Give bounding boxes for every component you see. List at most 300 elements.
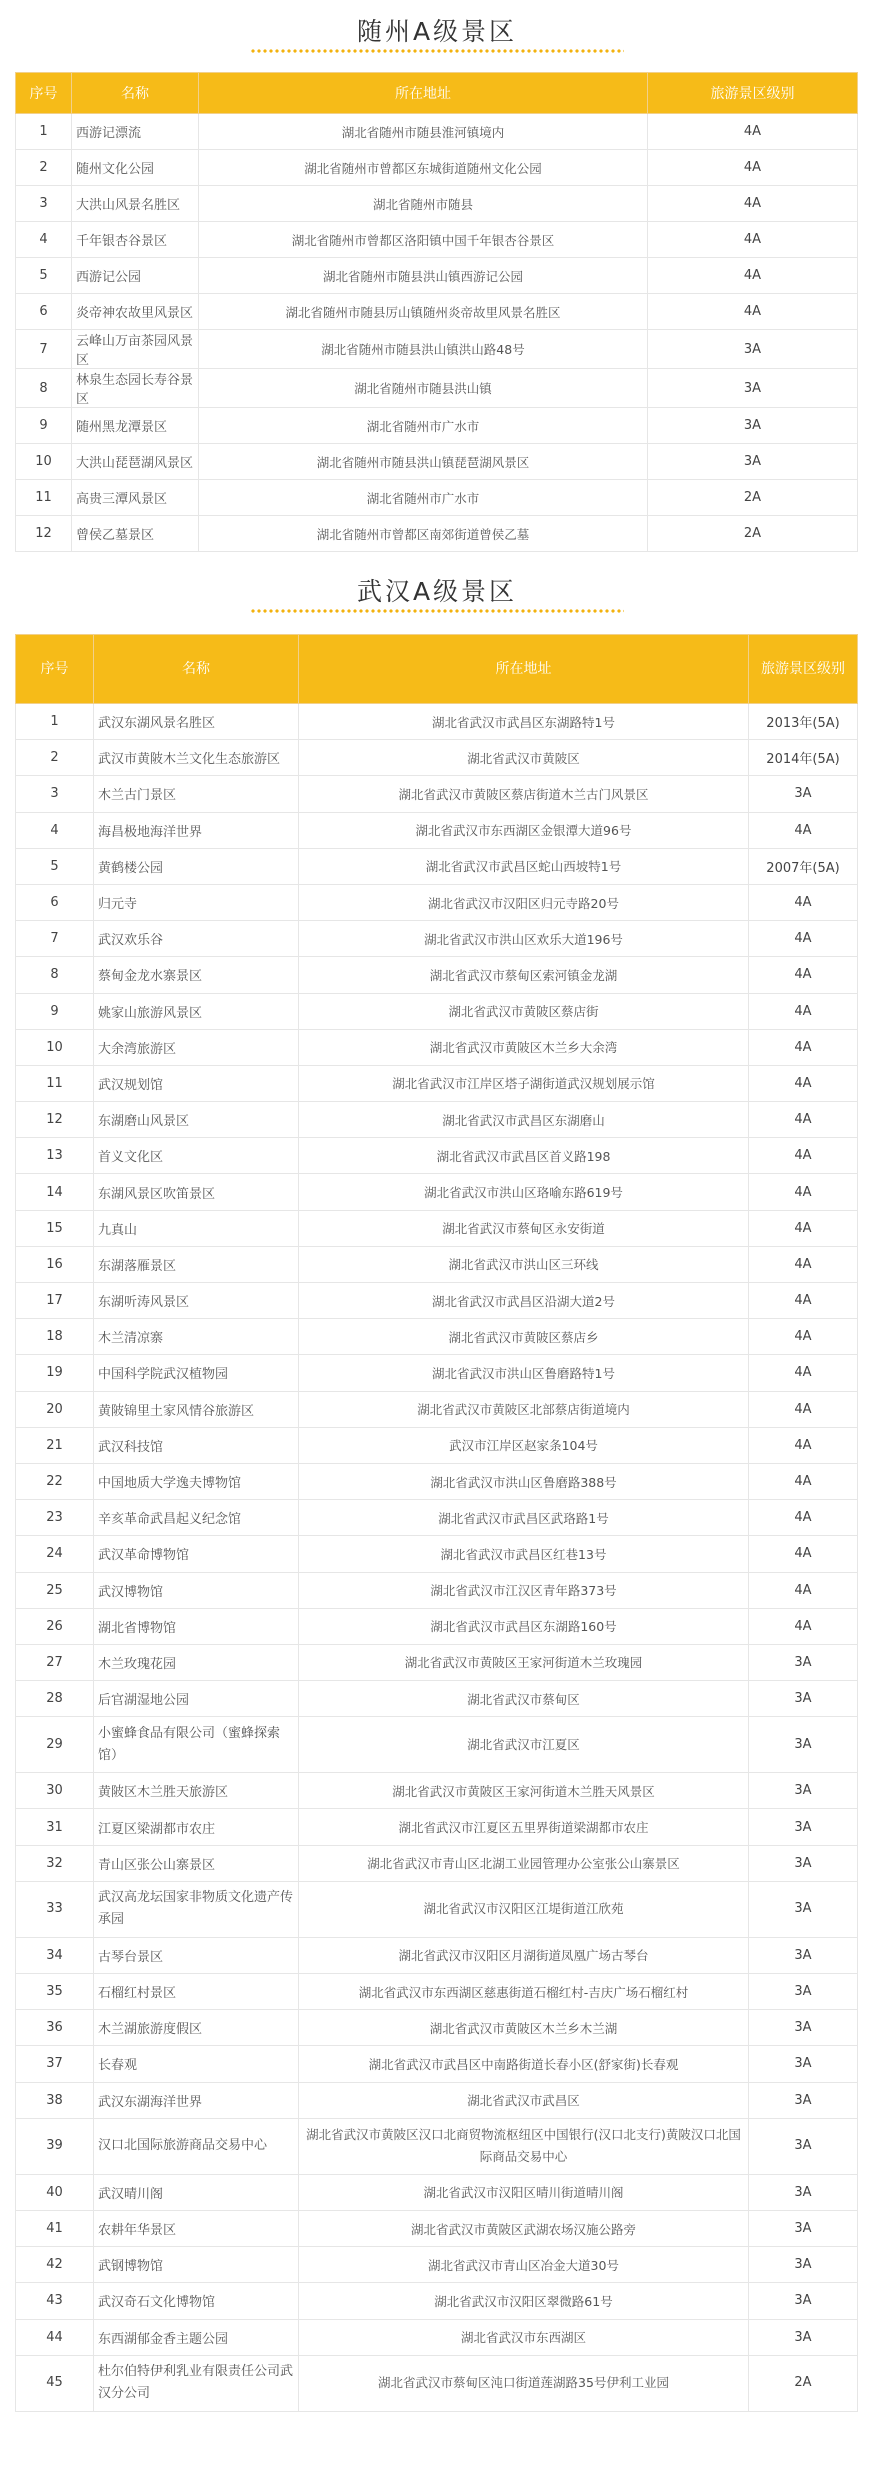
cell-name: 古琴台景区 xyxy=(94,1937,299,1973)
cell-name: 杜尔伯特伊利乳业有限责任公司武汉分公司 xyxy=(94,2355,299,2411)
cell-index: 38 xyxy=(16,2082,94,2118)
cell-address: 湖北省武汉市黄陂区王家河街道木兰胜天风景区 xyxy=(299,1773,749,1809)
cell-name: 大洪山风景名胜区 xyxy=(72,186,199,222)
table-row xyxy=(16,1138,858,1174)
cell-index: 31 xyxy=(16,1809,94,1845)
cell-address: 湖北省武汉市汉阳区翠微路61号 xyxy=(299,2283,749,2319)
cell-address: 湖北省武汉市东西湖区 xyxy=(299,2319,749,2355)
cell-index: 9 xyxy=(16,993,94,1029)
cell-address: 湖北省武汉市江夏区 xyxy=(299,1717,749,1773)
cell-address: 湖北省武汉市武昌区 xyxy=(299,2082,749,2118)
cell-grade: 4A xyxy=(749,1500,858,1536)
table-row xyxy=(16,1974,858,2010)
cell-address: 湖北省武汉市汉阳区月湖街道凤凰广场古琴台 xyxy=(299,1937,749,1973)
cell-address: 湖北省武汉市江汉区青年路373号 xyxy=(299,1572,749,1608)
cell-name: 西游记公园 xyxy=(72,258,199,294)
wuhan-table xyxy=(15,634,858,2412)
table-row xyxy=(16,776,858,812)
cell-grade: 3A xyxy=(749,2210,858,2246)
cell-name: 九真山 xyxy=(94,1210,299,1246)
cell-grade: 3A xyxy=(749,2010,858,2046)
cell-grade: 4A xyxy=(648,222,858,258)
cell-index: 27 xyxy=(16,1644,94,1680)
cell-index: 1 xyxy=(16,704,94,740)
cell-name: 木兰湖旅游度假区 xyxy=(94,2010,299,2046)
table-row xyxy=(16,1065,858,1101)
cell-index: 33 xyxy=(16,1881,94,1937)
table-row xyxy=(16,2010,858,2046)
cell-name: 武汉高龙坛国家非物质文化遗产传承园 xyxy=(94,1881,299,1937)
cell-index: 5 xyxy=(16,848,94,884)
table-row xyxy=(16,1881,858,1937)
table-row xyxy=(16,2283,858,2319)
table-row xyxy=(16,1809,858,1845)
table-row xyxy=(16,1174,858,1210)
cell-address: 湖北省武汉市黄陂区蔡店街道木兰古门风景区 xyxy=(299,776,749,812)
cell-address: 湖北省武汉市黄陂区蔡店乡 xyxy=(299,1319,749,1355)
cell-grade: 3A xyxy=(749,2118,858,2174)
cell-index: 29 xyxy=(16,1717,94,1773)
cell-address: 湖北省随州市随县洪山镇琵琶湖风景区 xyxy=(199,444,648,480)
cell-name: 东湖风景区吹笛景区 xyxy=(94,1174,299,1210)
cell-grade: 3A xyxy=(749,2082,858,2118)
cell-index: 8 xyxy=(16,369,72,408)
table-row xyxy=(16,1355,858,1391)
cell-name: 东湖听涛风景区 xyxy=(94,1283,299,1319)
table-row xyxy=(16,884,858,920)
table-row xyxy=(16,516,858,552)
cell-index: 22 xyxy=(16,1463,94,1499)
table-row xyxy=(16,921,858,957)
cell-grade: 4A xyxy=(749,1102,858,1138)
cell-address: 湖北省武汉市江夏区五里界街道梁湖都市农庄 xyxy=(299,1809,749,1845)
cell-name: 大洪山琵琶湖风景区 xyxy=(72,444,199,480)
suizhou-table xyxy=(15,72,858,552)
cell-name: 千年银杏谷景区 xyxy=(72,222,199,258)
cell-address: 湖北省武汉市洪山区鲁磨路特1号 xyxy=(299,1355,749,1391)
cell-name: 武汉奇石文化博物馆 xyxy=(94,2283,299,2319)
cell-name: 青山区张公山寨景区 xyxy=(94,1845,299,1881)
table-row xyxy=(16,480,858,516)
cell-address: 湖北省武汉市洪山区欢乐大道196号 xyxy=(299,921,749,957)
cell-address: 湖北省武汉市黄陂区王家河街道木兰玫瑰园 xyxy=(299,1644,749,1680)
table-row xyxy=(16,369,858,408)
cell-address: 湖北省武汉市蔡甸区索河镇金龙湖 xyxy=(299,957,749,993)
table-row xyxy=(16,2355,858,2411)
cell-index: 36 xyxy=(16,2010,94,2046)
cell-grade: 3A xyxy=(749,1845,858,1881)
cell-index: 4 xyxy=(16,222,72,258)
cell-index: 37 xyxy=(16,2046,94,2082)
table-row xyxy=(16,114,858,150)
cell-address: 湖北省武汉市武昌区东湖磨山 xyxy=(299,1102,749,1138)
cell-name: 黄陂锦里土家风情谷旅游区 xyxy=(94,1391,299,1427)
cell-grade: 2A xyxy=(648,480,858,516)
suizhou-title: 随州A级景区 xyxy=(356,17,518,46)
cell-grade: 3A xyxy=(749,2174,858,2210)
cell-name: 湖北省博物馆 xyxy=(94,1608,299,1644)
cell-address: 湖北省武汉市武昌区东湖路特1号 xyxy=(299,704,749,740)
cell-name: 首义文化区 xyxy=(94,1138,299,1174)
cell-index: 11 xyxy=(16,480,72,516)
header-address: 所在地址 xyxy=(299,635,749,704)
table-row xyxy=(16,444,858,480)
cell-name: 随州黑龙潭景区 xyxy=(72,408,199,444)
cell-index: 26 xyxy=(16,1608,94,1644)
cell-index: 1 xyxy=(16,114,72,150)
cell-grade: 3A xyxy=(749,1937,858,1973)
cell-index: 21 xyxy=(16,1427,94,1463)
cell-grade: 3A xyxy=(749,1974,858,2010)
cell-name: 归元寺 xyxy=(94,884,299,920)
cell-grade: 4A xyxy=(749,884,858,920)
cell-grade: 3A xyxy=(749,2046,858,2082)
title-dotted-decoration xyxy=(250,48,624,54)
table-row xyxy=(16,186,858,222)
cell-grade: 2A xyxy=(648,516,858,552)
cell-name: 海昌极地海洋世界 xyxy=(94,812,299,848)
table-row xyxy=(16,408,858,444)
cell-index: 25 xyxy=(16,1572,94,1608)
table-row xyxy=(16,704,858,740)
cell-index: 44 xyxy=(16,2319,94,2355)
cell-address: 湖北省随州市随县 xyxy=(199,186,648,222)
suizhou-table-body xyxy=(16,114,858,552)
cell-grade: 3A xyxy=(749,2247,858,2283)
cell-index: 34 xyxy=(16,1937,94,1973)
cell-name: 东湖落雁景区 xyxy=(94,1246,299,1282)
cell-name: 小蜜蜂食品有限公司（蜜蜂探索馆） xyxy=(94,1717,299,1773)
cell-grade: 3A xyxy=(648,444,858,480)
cell-name: 木兰清凉寨 xyxy=(94,1319,299,1355)
cell-index: 3 xyxy=(16,186,72,222)
cell-address: 湖北省随州市广水市 xyxy=(199,480,648,516)
cell-address: 湖北省武汉市武昌区武珞路1号 xyxy=(299,1500,749,1536)
cell-address: 湖北省武汉市青山区冶金大道30号 xyxy=(299,2247,749,2283)
cell-index: 13 xyxy=(16,1138,94,1174)
cell-index: 10 xyxy=(16,444,72,480)
cell-grade: 4A xyxy=(749,1138,858,1174)
cell-name: 后官湖湿地公园 xyxy=(94,1681,299,1717)
cell-address: 湖北省随州市曾都区东城街道随州文化公园 xyxy=(199,150,648,186)
cell-grade: 4A xyxy=(749,1174,858,1210)
table-row xyxy=(16,1937,858,1973)
cell-index: 3 xyxy=(16,776,94,812)
cell-index: 43 xyxy=(16,2283,94,2319)
cell-index: 15 xyxy=(16,1210,94,1246)
table-row xyxy=(16,957,858,993)
table-row xyxy=(16,848,858,884)
table-row xyxy=(16,1572,858,1608)
cell-address: 湖北省随州市随县洪山镇西游记公园 xyxy=(199,258,648,294)
cell-address: 湖北省武汉市洪山区三环线 xyxy=(299,1246,749,1282)
cell-name: 大余湾旅游区 xyxy=(94,1029,299,1065)
table-row xyxy=(16,1717,858,1773)
cell-name: 长春观 xyxy=(94,2046,299,2082)
cell-index: 39 xyxy=(16,2118,94,2174)
table-row xyxy=(16,2174,858,2210)
cell-address: 湖北省武汉市黄陂区 xyxy=(299,740,749,776)
cell-grade: 3A xyxy=(749,1809,858,1845)
table-row xyxy=(16,812,858,848)
cell-address: 湖北省随州市广水市 xyxy=(199,408,648,444)
table-row xyxy=(16,1773,858,1809)
cell-address: 湖北省武汉市蔡甸区沌口街道莲湖路35号伊利工业园 xyxy=(299,2355,749,2411)
cell-address: 湖北省武汉市黄陂区木兰乡大余湾 xyxy=(299,1029,749,1065)
cell-name: 东湖磨山风景区 xyxy=(94,1102,299,1138)
cell-name: 武汉晴川阁 xyxy=(94,2174,299,2210)
cell-index: 12 xyxy=(16,516,72,552)
cell-index: 4 xyxy=(16,812,94,848)
cell-address: 湖北省武汉市武昌区蛇山西坡特1号 xyxy=(299,848,749,884)
cell-index: 32 xyxy=(16,1845,94,1881)
cell-grade: 4A xyxy=(648,150,858,186)
header-grade: 旅游景区级别 xyxy=(749,635,858,704)
cell-grade: 3A xyxy=(749,776,858,812)
cell-grade: 3A xyxy=(648,408,858,444)
table-row xyxy=(16,2118,858,2174)
cell-address: 湖北省武汉市汉阳区江堤街道江欣苑 xyxy=(299,1881,749,1937)
cell-address: 湖北省武汉市江岸区塔子湖街道武汉规划展示馆 xyxy=(299,1065,749,1101)
cell-name: 武汉科技馆 xyxy=(94,1427,299,1463)
table-row xyxy=(16,1391,858,1427)
cell-index: 5 xyxy=(16,258,72,294)
cell-address: 武汉市江岸区赵家条104号 xyxy=(299,1427,749,1463)
cell-name: 黄鹤楼公园 xyxy=(94,848,299,884)
cell-name: 林泉生态园长寿谷景区 xyxy=(72,369,199,408)
cell-name: 姚家山旅游风景区 xyxy=(94,993,299,1029)
cell-address: 湖北省武汉市武昌区首义路198 xyxy=(299,1138,749,1174)
cell-grade: 4A xyxy=(749,957,858,993)
cell-name: 云峰山万亩茶园风景区 xyxy=(72,330,199,369)
cell-index: 9 xyxy=(16,408,72,444)
wuhan-title: 武汉A级景区 xyxy=(356,577,518,606)
table-row xyxy=(16,1102,858,1138)
cell-name: 高贵三潭风景区 xyxy=(72,480,199,516)
cell-name: 武汉博物馆 xyxy=(94,1572,299,1608)
table-row xyxy=(16,1845,858,1881)
cell-index: 6 xyxy=(16,294,72,330)
cell-index: 17 xyxy=(16,1283,94,1319)
cell-grade: 4A xyxy=(648,294,858,330)
table-row xyxy=(16,2210,858,2246)
cell-name: 中国科学院武汉植物园 xyxy=(94,1355,299,1391)
suizhou-section-title xyxy=(0,2,874,62)
cell-name: 石榴红村景区 xyxy=(94,1974,299,2010)
cell-name: 东西湖郁金香主题公园 xyxy=(94,2319,299,2355)
cell-name: 黄陂区木兰胜天旅游区 xyxy=(94,1773,299,1809)
cell-grade: 2014年(5A) xyxy=(749,740,858,776)
cell-index: 6 xyxy=(16,884,94,920)
cell-name: 中国地质大学逸夫博物馆 xyxy=(94,1463,299,1499)
cell-address: 湖北省随州市随县洪山镇 xyxy=(199,369,648,408)
table-row xyxy=(16,1283,858,1319)
cell-index: 30 xyxy=(16,1773,94,1809)
cell-index: 2 xyxy=(16,740,94,776)
cell-index: 18 xyxy=(16,1319,94,1355)
cell-address: 湖北省随州市曾都区南郊街道曾侯乙墓 xyxy=(199,516,648,552)
table-row xyxy=(16,1463,858,1499)
cell-address: 湖北省武汉市武昌区东湖路160号 xyxy=(299,1608,749,1644)
cell-index: 24 xyxy=(16,1536,94,1572)
cell-address: 湖北省武汉市武昌区中南路街道长春小区(舒家街)长春观 xyxy=(299,2046,749,2082)
header-name: 名称 xyxy=(94,635,299,704)
cell-index: 7 xyxy=(16,330,72,369)
cell-grade: 4A xyxy=(749,1029,858,1065)
cell-grade: 4A xyxy=(749,1572,858,1608)
cell-address: 湖北省武汉市黄陂区北部蔡店街道境内 xyxy=(299,1391,749,1427)
cell-name: 江夏区梁湖都市农庄 xyxy=(94,1809,299,1845)
cell-name: 曾侯乙墓景区 xyxy=(72,516,199,552)
cell-address: 湖北省武汉市武昌区沿湖大道2号 xyxy=(299,1283,749,1319)
cell-grade: 4A xyxy=(749,1391,858,1427)
cell-grade: 4A xyxy=(749,1463,858,1499)
cell-address: 湖北省武汉市黄陂区武湖农场汉施公路旁 xyxy=(299,2210,749,2246)
cell-grade: 4A xyxy=(648,114,858,150)
table-header-row xyxy=(16,635,858,704)
table-row xyxy=(16,1644,858,1680)
table-row xyxy=(16,2319,858,2355)
cell-grade: 3A xyxy=(648,369,858,408)
cell-name: 武汉东湖海洋世界 xyxy=(94,2082,299,2118)
cell-grade: 4A xyxy=(749,993,858,1029)
table-row xyxy=(16,2046,858,2082)
cell-grade: 3A xyxy=(749,2283,858,2319)
cell-grade: 4A xyxy=(749,1427,858,1463)
cell-index: 16 xyxy=(16,1246,94,1282)
cell-grade: 2007年(5A) xyxy=(749,848,858,884)
cell-grade: 4A xyxy=(749,1536,858,1572)
table-row xyxy=(16,150,858,186)
cell-grade: 4A xyxy=(749,1283,858,1319)
cell-index: 14 xyxy=(16,1174,94,1210)
cell-grade: 3A xyxy=(749,1644,858,1680)
cell-address: 湖北省武汉市黄陂区蔡店街 xyxy=(299,993,749,1029)
table-row xyxy=(16,2082,858,2118)
cell-grade: 3A xyxy=(749,1773,858,1809)
cell-grade: 4A xyxy=(648,258,858,294)
cell-index: 42 xyxy=(16,2247,94,2283)
table-row xyxy=(16,1500,858,1536)
cell-index: 12 xyxy=(16,1102,94,1138)
cell-index: 20 xyxy=(16,1391,94,1427)
cell-index: 35 xyxy=(16,1974,94,2010)
cell-address: 湖北省武汉市黄陂区木兰乡木兰湖 xyxy=(299,2010,749,2046)
cell-name: 武汉市黄陂木兰文化生态旅游区 xyxy=(94,740,299,776)
cell-address: 湖北省武汉市汉阳区晴川街道晴川阁 xyxy=(299,2174,749,2210)
cell-grade: 3A xyxy=(749,1681,858,1717)
cell-grade: 2A xyxy=(749,2355,858,2411)
cell-index: 19 xyxy=(16,1355,94,1391)
cell-grade: 4A xyxy=(749,1210,858,1246)
cell-address: 湖北省随州市随县洪山镇洪山路48号 xyxy=(199,330,648,369)
cell-index: 40 xyxy=(16,2174,94,2210)
table-row xyxy=(16,1608,858,1644)
cell-index: 8 xyxy=(16,957,94,993)
table-row xyxy=(16,222,858,258)
cell-name: 武汉东湖风景名胜区 xyxy=(94,704,299,740)
table-row xyxy=(16,1246,858,1282)
cell-name: 武汉规划馆 xyxy=(94,1065,299,1101)
table-row xyxy=(16,1029,858,1065)
cell-index: 7 xyxy=(16,921,94,957)
cell-grade: 3A xyxy=(749,1881,858,1937)
cell-name: 木兰玫瑰花园 xyxy=(94,1644,299,1680)
cell-name: 武钢博物馆 xyxy=(94,2247,299,2283)
header-index: 序号 xyxy=(16,73,72,114)
table-row xyxy=(16,1319,858,1355)
cell-address: 湖北省随州市曾都区洛阳镇中国千年银杏谷景区 xyxy=(199,222,648,258)
table-row xyxy=(16,1427,858,1463)
table-row xyxy=(16,740,858,776)
header-index: 序号 xyxy=(16,635,94,704)
cell-index: 45 xyxy=(16,2355,94,2411)
header-grade: 旅游景区级别 xyxy=(648,73,858,114)
wuhan-section-title xyxy=(0,562,874,622)
table-header-row xyxy=(16,73,858,114)
cell-address: 湖北省随州市随县淮河镇境内 xyxy=(199,114,648,150)
cell-address: 湖北省武汉市武昌区红巷13号 xyxy=(299,1536,749,1572)
cell-address: 湖北省武汉市东西湖区慈惠街道石榴红村-吉庆广场石榴红村 xyxy=(299,1974,749,2010)
cell-address: 湖北省武汉市黄陂区汉口北商贸物流枢纽区中国银行(汉口北支行)黄陂汉口北国际商品交易中心 xyxy=(299,2118,749,2174)
table-row xyxy=(16,2247,858,2283)
cell-name: 随州文化公园 xyxy=(72,150,199,186)
cell-name: 辛亥革命武昌起义纪念馆 xyxy=(94,1500,299,1536)
cell-grade: 4A xyxy=(749,1608,858,1644)
cell-grade: 3A xyxy=(749,2319,858,2355)
table-row xyxy=(16,1536,858,1572)
cell-name: 武汉革命博物馆 xyxy=(94,1536,299,1572)
table-row xyxy=(16,1681,858,1717)
cell-grade: 3A xyxy=(648,330,858,369)
cell-grade: 4A xyxy=(749,1319,858,1355)
table-row xyxy=(16,330,858,369)
cell-name: 武汉欢乐谷 xyxy=(94,921,299,957)
header-address: 所在地址 xyxy=(199,73,648,114)
wuhan-table-body xyxy=(16,704,858,2412)
cell-address: 湖北省武汉市洪山区鲁磨路388号 xyxy=(299,1463,749,1499)
cell-index: 11 xyxy=(16,1065,94,1101)
cell-grade: 4A xyxy=(749,1355,858,1391)
cell-name: 汉口北国际旅游商品交易中心 xyxy=(94,2118,299,2174)
cell-index: 23 xyxy=(16,1500,94,1536)
cell-grade: 4A xyxy=(749,812,858,848)
table-row xyxy=(16,1210,858,1246)
table-row xyxy=(16,993,858,1029)
title-dotted-decoration xyxy=(250,608,624,614)
cell-index: 2 xyxy=(16,150,72,186)
cell-grade: 4A xyxy=(749,921,858,957)
cell-address: 湖北省武汉市蔡甸区永安街道 xyxy=(299,1210,749,1246)
cell-address: 湖北省武汉市汉阳区归元寺路20号 xyxy=(299,884,749,920)
cell-address: 湖北省武汉市东西湖区金银潭大道96号 xyxy=(299,812,749,848)
cell-address: 湖北省随州市随县厉山镇随州炎帝故里风景名胜区 xyxy=(199,294,648,330)
cell-name: 蔡甸金龙水寨景区 xyxy=(94,957,299,993)
table-row xyxy=(16,258,858,294)
cell-name: 西游记漂流 xyxy=(72,114,199,150)
cell-name: 炎帝神农故里风景区 xyxy=(72,294,199,330)
cell-index: 41 xyxy=(16,2210,94,2246)
cell-address: 湖北省武汉市洪山区珞喻东路619号 xyxy=(299,1174,749,1210)
cell-address: 湖北省武汉市蔡甸区 xyxy=(299,1681,749,1717)
header-name: 名称 xyxy=(72,73,199,114)
cell-name: 木兰古门景区 xyxy=(94,776,299,812)
cell-grade: 4A xyxy=(648,186,858,222)
cell-grade: 4A xyxy=(749,1065,858,1101)
cell-index: 10 xyxy=(16,1029,94,1065)
cell-name: 农耕年华景区 xyxy=(94,2210,299,2246)
cell-grade: 4A xyxy=(749,1246,858,1282)
